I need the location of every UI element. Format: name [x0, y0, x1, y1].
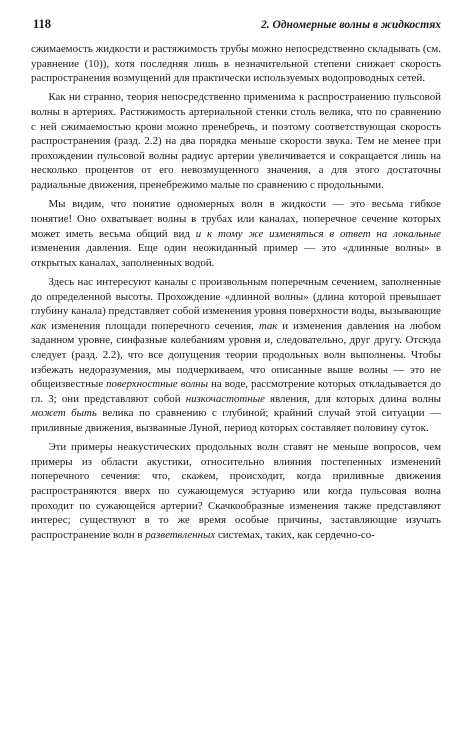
paragraph	[31, 440, 441, 542]
text-segment: и изменения давления на любом заданном уровне, синфазные колебаниям уровня и, следовательно, друг другу. Отсюда следует (разд. 2.2), что все допущения теории продольных волн выполнены. Чтобы избежать недоразумения, мы подчеркиваем, что описанные выше волны — это не общеизвестные	[31, 319, 441, 391]
paragraph	[31, 42, 441, 86]
running-title: 2. Одномерные волны в жидкостях	[261, 19, 441, 31]
text-segment: Эти примеры неакустических продольных волн ставят не меньше вопросов, чем примеры из области акустики, относительно влияния постепенных изменений поперечного сечения: что, скажем, происходит, когда приливные движения распространяются вверх по сужающемуся эстуарию или когда пульсовая волна проходит по сужающейся артерии? Скачкообразные изменения также представляют интерес; существуют в то же время особые причины, заставляющие изучать распространение волн в	[31, 441, 441, 541]
italic-text-segment: низкочастотные	[185, 392, 265, 405]
text-segment: сжимаемость жидкости и растяжимость трубы можно непосредственно складывать (см. уравнение (10)), хотя последняя лишь в незначительной степени снижает скорость распространения возмущений для практически используемых водопроводных сетей.	[31, 43, 441, 85]
text-segment: изменения давления. Еще один неожиданный пример — это «длинные волны» в открытых каналах, заполненных водой.	[31, 242, 441, 269]
body-text	[31, 42, 441, 542]
book-page	[31, 17, 441, 547]
text-segment: Мы видим, что понятие одномерных волн в жидкости — это весьма гибкое понятие! Оно охватывает волны в трубах или каналах, поперечное сечение которых может иметь весьма общий вид	[31, 198, 441, 240]
text-segment: Здесь нас интересуют каналы с произвольным поперечным сечением, заполненные до определенной высоты. Прохождение «длинной волны» (длина которой превышает глубину канала) представляет собой изменения уровня поверхности воды, вызывающие	[31, 275, 441, 318]
text-segment: велика по сравнению с глубиной; крайний случай этой ситуации — приливные движения, вызванные Луной, период которых составляет половину суток.	[31, 407, 441, 434]
italic-text-segment: и к тому же изменяться в ответ на локальные	[195, 227, 442, 240]
italic-text-segment: так	[258, 319, 278, 332]
text-segment: изменения площади поперечного сечения,	[46, 319, 259, 332]
text-segment: системах, таких, как сердечно-со-	[215, 528, 375, 541]
page-header	[31, 17, 441, 32]
italic-text-segment: как	[31, 319, 47, 332]
italic-text-segment: может быть	[31, 407, 97, 420]
text-segment: явления, для которых длина волны	[264, 392, 441, 405]
italic-text-segment: разветвленных	[145, 528, 216, 541]
page-number: 118	[33, 17, 52, 31]
italic-text-segment: поверхностные волны	[106, 378, 209, 391]
paragraph	[31, 275, 441, 436]
paragraph	[31, 197, 441, 270]
text-segment: Как ни странно, теория непосредственно применима к распространению пульсовой волны в артериях. Растяжимость артериальной стенки столь велика, что по сравнению с ней сжимаемостью крови можно пренебречь, и поэтому соответствующая скорость распространения (разд. 2.2) на два порядка меньше скорости звука. Тем не менее при прохождении пульсовой волны радиус артерии увеличивается и сокращается лишь на несколько процентов от его невозмущенного значения, а для этого достаточны радиальные движения, пренебрежимо малые по сравнению с продольными.	[31, 91, 441, 192]
paragraph	[31, 90, 441, 192]
text-segment: на воде, рассмотрение которых откладывается до гл. 3; они представляют собой	[31, 378, 441, 405]
